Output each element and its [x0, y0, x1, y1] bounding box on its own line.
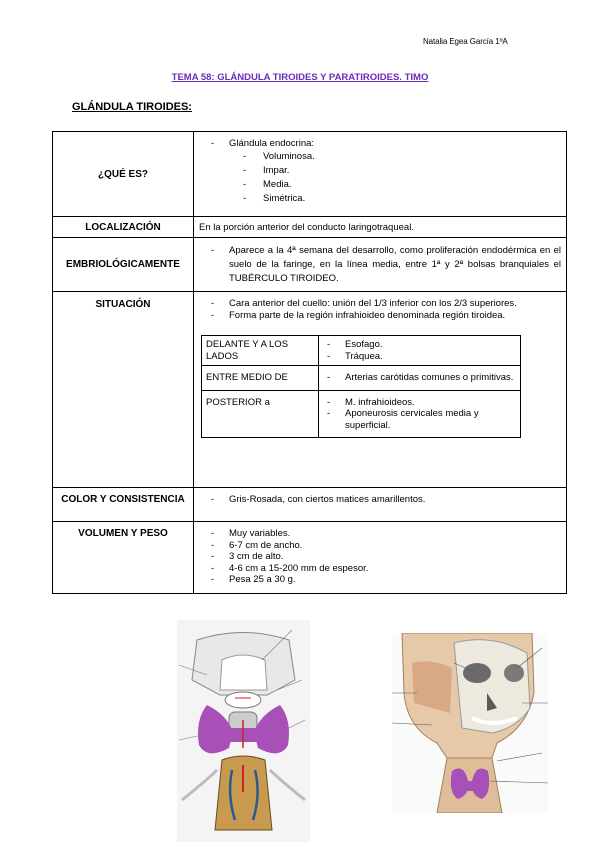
situacion-item: - Cara anterior del cuello: unión del 1/3 inferior con los 2/3 superiores. [199, 298, 561, 310]
row-localizacion [53, 217, 567, 238]
label-situacion: SITUACIÓN [53, 292, 194, 488]
volumen-item: - 4-6 cm a 15-200 mm de espesor. [199, 563, 561, 575]
label-embrio: EMBRIOLÓGICAMENTE [53, 238, 194, 292]
cell-localizacion: En la porción anterior del conducto laringotraqueal. [194, 217, 567, 238]
volumen-item: - Pesa 25 a 30 g. [199, 574, 561, 586]
relation-value: - Arterias carótidas comunes o primitivas. [323, 372, 516, 384]
relation-key: ENTRE MEDIO DE [202, 366, 319, 391]
label-localizacion: LOCALIZACIÓN [53, 217, 194, 238]
color-item: - Gris-Rosada, con ciertos matices amarillentos. [199, 494, 561, 506]
volumen-item: - 6-7 cm de ancho. [199, 540, 561, 552]
relation-key: DELANTE Y A LOS LADOS [202, 336, 319, 366]
relation-row [202, 390, 521, 438]
row-situacion [53, 292, 567, 488]
situacion-item: - Forma parte de la región infrahioideo denominada región tiroidea. [199, 310, 561, 322]
volumen-item: - Muy variables. [199, 528, 561, 540]
volumen-item: - 3 cm de alto. [199, 551, 561, 563]
relation-row [202, 366, 521, 391]
que-es-item: - Impar. [199, 164, 561, 178]
que-es-item: - Media. [199, 178, 561, 192]
thyroid-dissection-illustration [177, 620, 310, 842]
cell-situacion [194, 292, 567, 488]
cell-volumen [194, 522, 567, 594]
section-heading: GLÁNDULA TIROIDES: [72, 101, 192, 113]
relation-value: - Esofago. [323, 339, 516, 351]
label-volumen: VOLUMEN Y PESO [53, 522, 194, 594]
cell-color [194, 488, 567, 522]
thyroid-table [52, 131, 567, 594]
label-color: COLOR Y CONSISTENCIA [53, 488, 194, 522]
que-es-item: - Voluminosa. [199, 150, 561, 164]
author-header: Natalia Egea García 1ºA [423, 37, 508, 46]
cell-que-es [194, 132, 567, 217]
row-volumen [53, 522, 567, 594]
row-color [53, 488, 567, 522]
head-neck-illustration [392, 633, 548, 813]
relation-value: - M. infrahioideos. [323, 397, 516, 409]
page-title: TEMA 58: GLÁNDULA TIROIDES Y PARATIROIDES. TIMO [171, 72, 429, 83]
relation-value: - Aponeurosis cervicales media y superficial. [323, 408, 516, 431]
label-que-es: ¿QUÉ ES? [53, 132, 194, 217]
que-es-item: - Simétrica. [199, 192, 561, 206]
relation-value: - Tráquea. [323, 351, 516, 363]
relations-table [201, 335, 521, 438]
row-embrio [53, 238, 567, 292]
embrio-text: - Aparece a la 4ª semana del desarrollo, como proliferación endodérmica en el suelo de la faringe, en la línea media, entre 1ª y 2ª bolsas branquiales el TUBÉRCULO TIROIDEO. [199, 244, 561, 286]
cell-embrio [194, 238, 567, 292]
que-es-main: - Glándula endocrina: [199, 138, 561, 150]
relation-row [202, 336, 521, 366]
row-que-es [53, 132, 567, 217]
relation-key: POSTERIOR a [202, 390, 319, 438]
